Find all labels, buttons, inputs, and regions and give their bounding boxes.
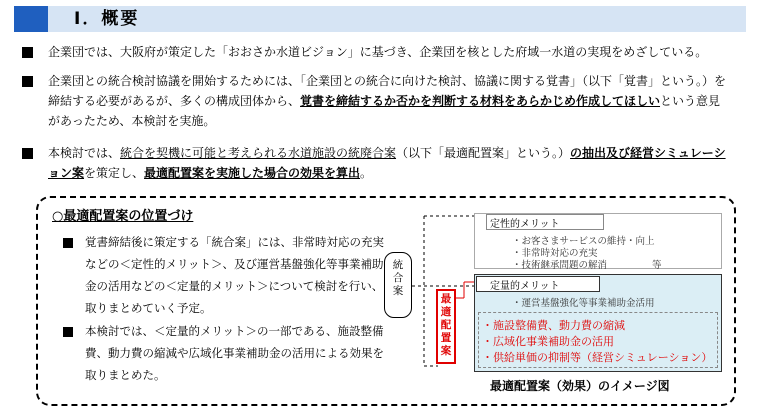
section-title: Ⅰ．概要: [74, 9, 140, 29]
paragraph-segment: 企業団では、大阪府が策定した「おおさか水道ビジョン」に基づき、企業団を核とした府域一水道の実現をめざしている。: [48, 45, 708, 59]
subsection-title: ○最適配置案の位置づけ: [52, 209, 194, 224]
bullet-square-icon: [22, 148, 33, 159]
paragraph-segment: という意見があったため、本検討を実施。: [48, 94, 721, 128]
optimal-plan-label: 最 適 配 置 案: [440, 293, 452, 357]
paragraph-segment: 企業団との統合検討協議を開始するためには、「企業団との統合に向けた検討、協議に関する覚書」（以下「覚書」という。）を締結する必要があるが、多くの構成団体から、: [48, 74, 727, 108]
quantitative-item: ・運営基盤強化等事業補助金活用: [512, 298, 655, 309]
optimal-effect-item: ・施設整備費、動力費の縮減: [482, 319, 625, 332]
header-accent-bar: [14, 6, 48, 32]
integration-plan-label: 統 合 案: [392, 259, 404, 297]
diagram-caption: 最適配置案（効果）のイメージ図: [490, 379, 670, 393]
bullet-square-icon: [22, 76, 33, 87]
paragraph-memorandum: [48, 71, 728, 131]
bullet-square-icon: [63, 327, 73, 337]
paragraph-segment: を策定し、: [84, 166, 145, 180]
subsection-item-integration-plan: 覚書締結後に策定する「統合案」には、非常時対応の充実などの＜定性的メリット＞、及び運営基盤強化等事業補助金の活用などの＜定量的メリット＞について検討を行い、取りまとめていく予定。: [85, 235, 384, 315]
qualitative-item: ・技術継承問題の解消: [512, 260, 608, 271]
qualitative-item: ・お客さまサービスの維持・向上: [512, 236, 655, 247]
paragraph-segment: 本検討では、: [48, 146, 121, 160]
qualitative-item: ・非常時対応の充実: [512, 248, 598, 259]
optimal-plan-label-box: [436, 289, 456, 364]
optimal-effect-item: ・広域化事業補助金の活用: [482, 335, 614, 348]
paragraph-segment: （以下「最適配置案」という。）: [396, 146, 571, 160]
qualitative-merit-head: 定性的メリット: [490, 219, 560, 230]
optimal-effect-item: ・供給単価の抑制等（経営シミュレーション）: [482, 351, 713, 364]
quantitative-merit-head: 定量的メリット: [490, 281, 560, 292]
paragraph-study: [48, 143, 728, 183]
section-header: [14, 6, 746, 32]
integration-plan-label-box: [384, 252, 412, 318]
paragraph-segment: 最適配置案を実施した場合の効果を算出: [144, 166, 361, 180]
paragraph-segment: 統合を契機に可能と考えられる水道施設の統廃合案: [120, 146, 397, 160]
paragraph-segment: 。: [360, 166, 373, 180]
bullet-square-icon: [22, 47, 33, 58]
paragraph-vision: [48, 42, 728, 62]
paragraph-segment: の抽出及び経営シミュレーション案: [48, 146, 726, 180]
subsection-item-study-scope: 本検討では、＜定量的メリット＞の一部である、施設整備費、動力費の縮減や広域化事業補助金の活用による効果を取りまとめた。: [85, 324, 384, 382]
bullet-square-icon: [63, 238, 73, 248]
qualitative-suffix: 等: [652, 260, 662, 271]
paragraph-segment: 覚書を締結するか否かを判断する材料をあらかじめ作成してほしい: [300, 94, 661, 108]
